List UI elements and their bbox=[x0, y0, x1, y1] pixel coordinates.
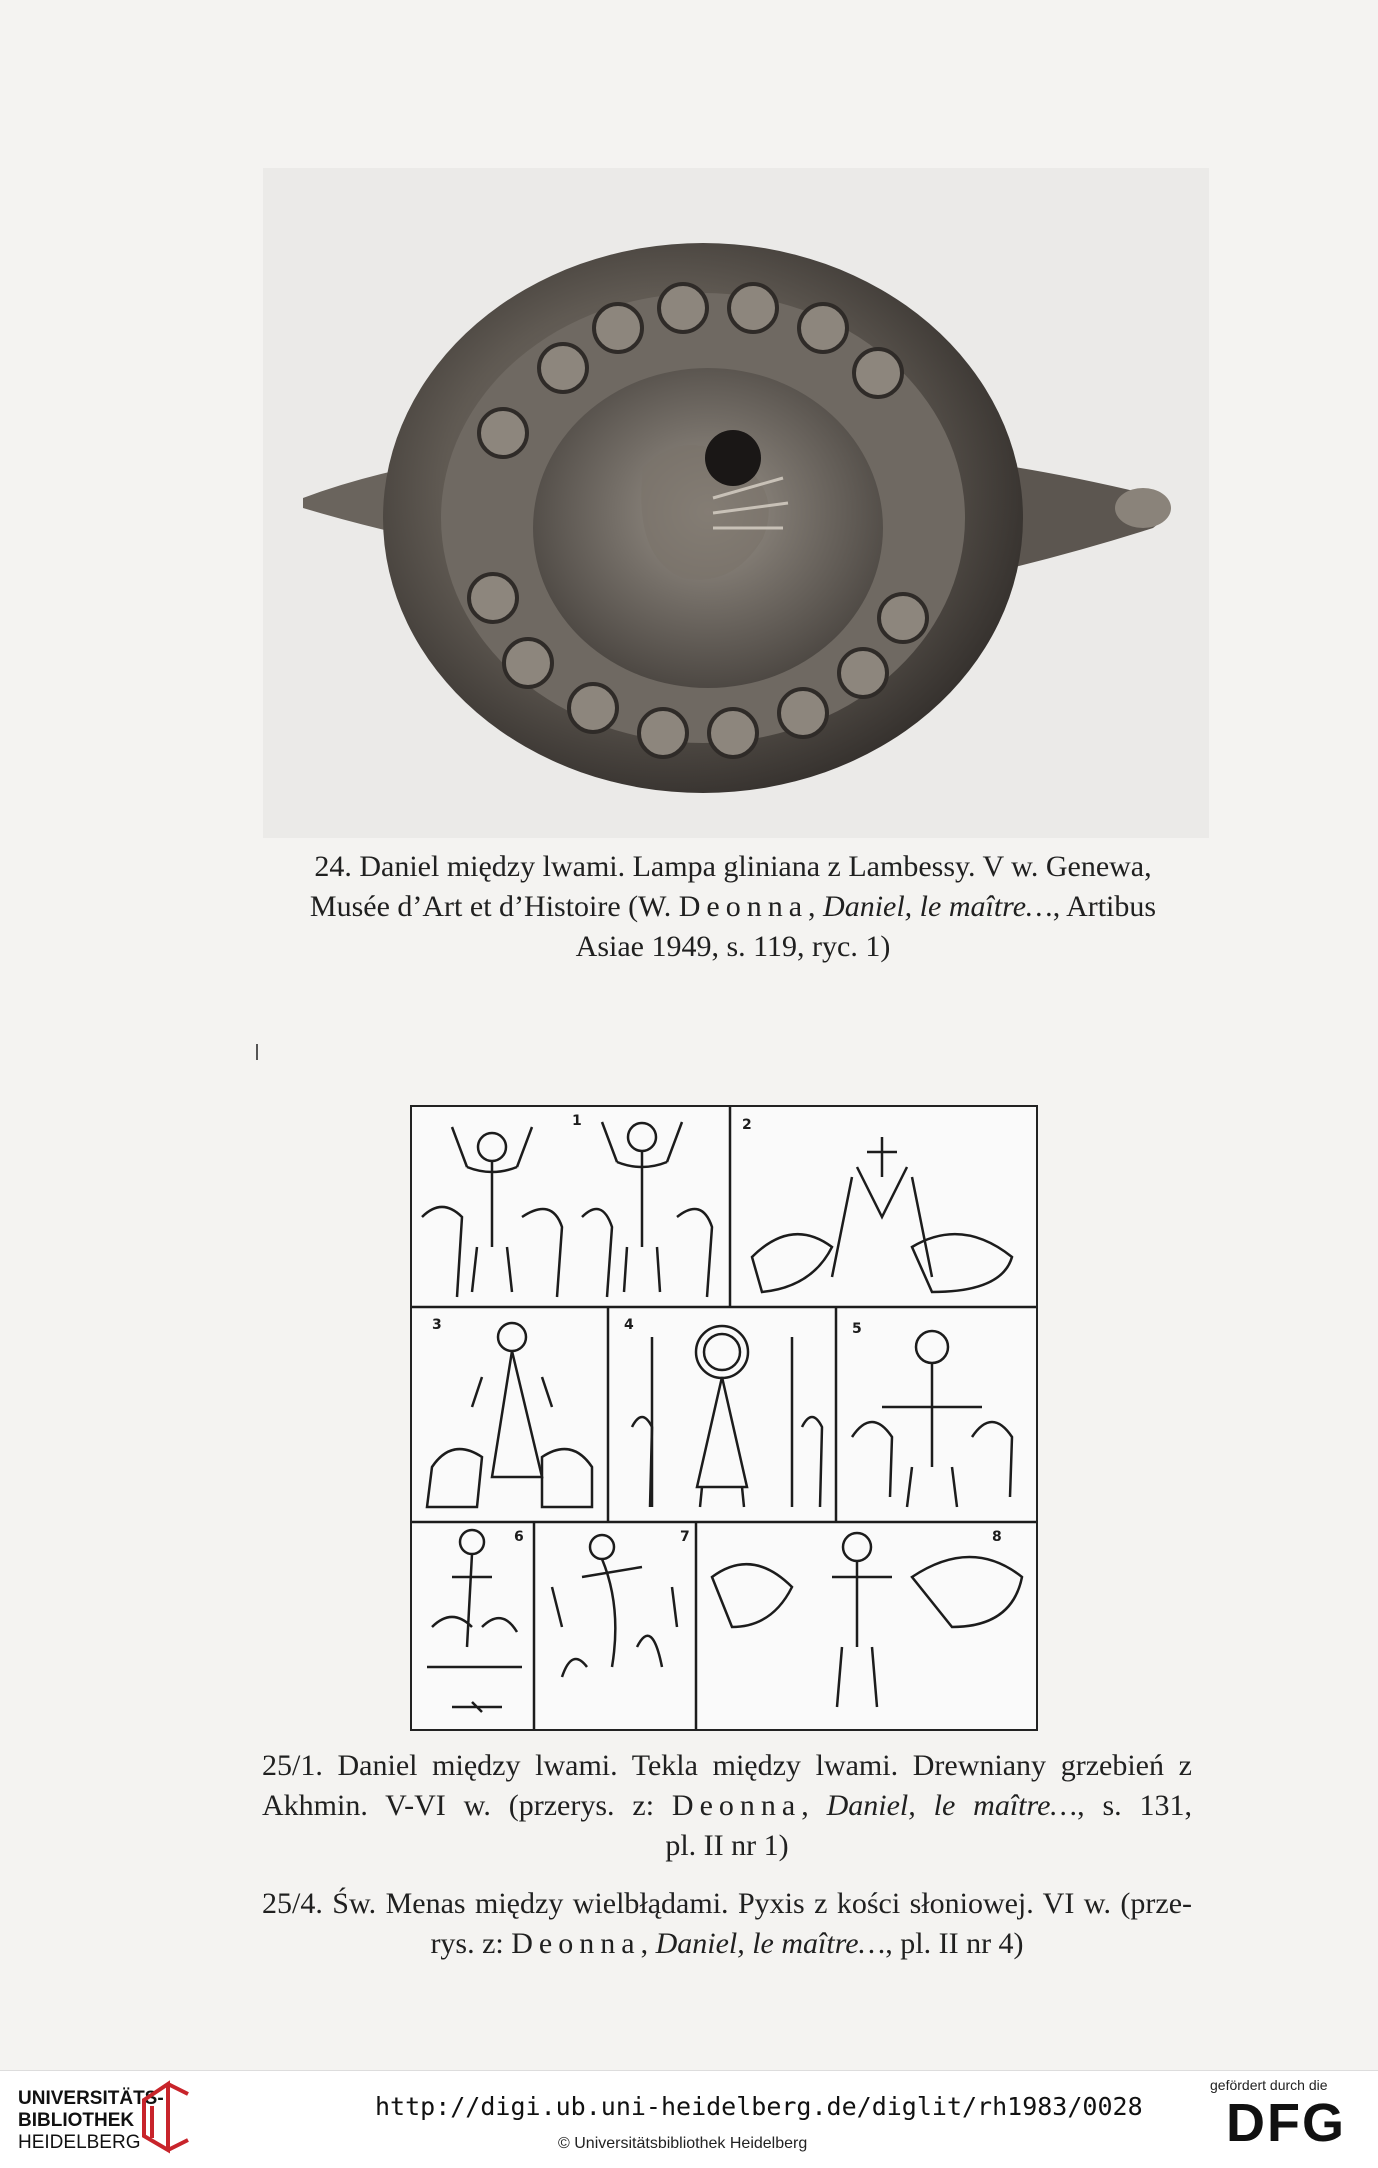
library-logo-icon bbox=[138, 2080, 194, 2154]
figure-25-1-caption bbox=[262, 1746, 1192, 1866]
author-name: Deonna bbox=[671, 1789, 802, 1822]
panel-number: 8 bbox=[992, 1529, 1002, 1545]
caption-text: , bbox=[640, 1927, 656, 1960]
panel-number: 3 bbox=[432, 1317, 442, 1333]
work-title: Daniel, le maître… bbox=[655, 1927, 886, 1960]
panel-number: 6 bbox=[514, 1529, 524, 1545]
caption-line: 25/4. Św. Menas między wielbłądami. Pyxis z kości słoniowej. VI w. (prze- bbox=[262, 1887, 1192, 1920]
caption-text: , pl. II nr 4) bbox=[885, 1927, 1024, 1960]
permalink-url[interactable]: http://digi.ub.uni-heidelberg.de/diglit/rh1983/0028 bbox=[375, 2092, 1143, 2121]
caption-text: Akhmin. V-VI w. (przerys. z: bbox=[262, 1789, 672, 1822]
caption-line bbox=[262, 1924, 1192, 1964]
caption-line bbox=[263, 887, 1203, 927]
caption-text: , Artibus bbox=[1052, 890, 1157, 923]
line-drawings-panel bbox=[410, 1105, 1038, 1731]
lamp-photo-illustration bbox=[263, 168, 1209, 838]
panel-number: 7 bbox=[680, 1529, 690, 1545]
caption-text: Musée d’Art et d’Histoire (W. bbox=[309, 890, 679, 923]
library-name-line: UNIVERSITÄTS- bbox=[18, 2088, 164, 2109]
author-name: Deonna bbox=[511, 1927, 641, 1960]
panel-number: 2 bbox=[742, 1117, 752, 1133]
panel-number: 1 bbox=[572, 1113, 582, 1129]
funding-label: gefördert durch die bbox=[1210, 2077, 1328, 2093]
author-name: Deonna bbox=[678, 890, 809, 923]
caption-text: , bbox=[808, 890, 824, 923]
library-name-line: BIBLIOTHEK bbox=[18, 2110, 135, 2131]
caption-text: , s. 131, bbox=[1077, 1789, 1193, 1822]
lamp-photograph bbox=[263, 168, 1209, 838]
copyright-notice: © Universitätsbibliothek Heidelberg bbox=[558, 2135, 808, 2152]
caption-text: , bbox=[801, 1789, 827, 1822]
figure-24-caption bbox=[263, 847, 1203, 967]
drawings-illustration bbox=[412, 1107, 1036, 1729]
library-name-line: HEIDELBERG bbox=[18, 2132, 141, 2153]
caption-line bbox=[262, 1786, 1192, 1826]
panel-number: 5 bbox=[852, 1321, 862, 1337]
work-title: Daniel, le maître… bbox=[823, 890, 1053, 923]
caption-line: Asiae 1949, s. 119, ryc. 1) bbox=[575, 930, 891, 963]
caption-line: pl. II nr 1) bbox=[665, 1829, 789, 1862]
caption-line: 25/1. Daniel między lwami. Tekla między lwami. Drewniany grzebień z bbox=[262, 1749, 1192, 1782]
caption-line: 24. Daniel między lwami. Lampa gliniana z Lambessy. V w. Genewa, bbox=[314, 850, 1152, 883]
work-title: Daniel, le maître… bbox=[826, 1789, 1078, 1822]
caption-text: rys. z: bbox=[430, 1927, 512, 1960]
margin-mark bbox=[256, 1044, 258, 1060]
dfg-logo[interactable]: DFG bbox=[1226, 2093, 1346, 2153]
figure-25-4-caption bbox=[262, 1884, 1192, 1964]
panel-number: 4 bbox=[624, 1317, 634, 1333]
